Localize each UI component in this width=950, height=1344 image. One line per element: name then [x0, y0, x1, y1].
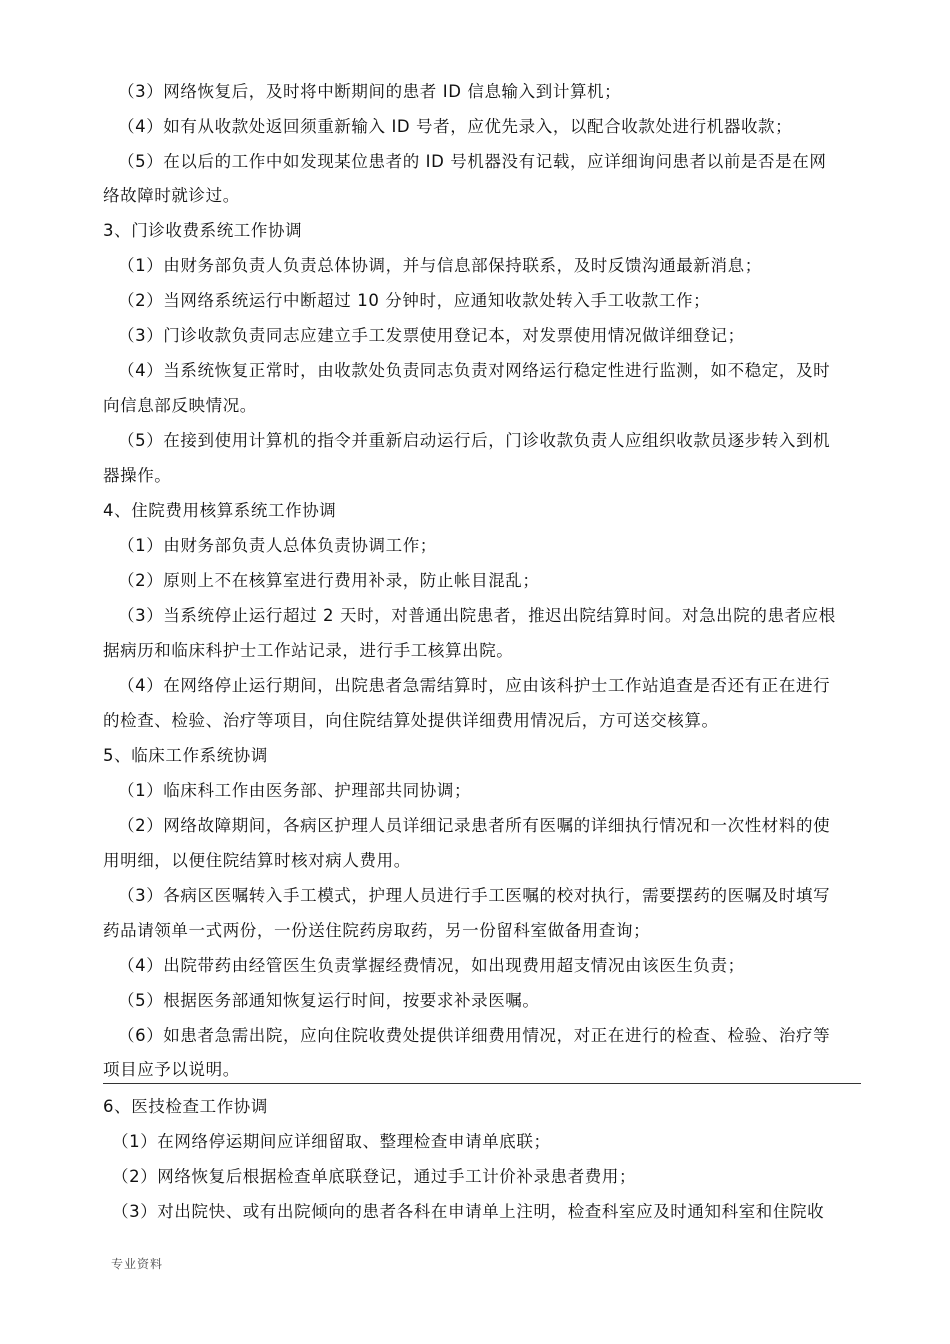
text-line: （5）根据医务部通知恢复运行时间，按要求补录医嘱。 [118, 991, 540, 1010]
text-line: 向信息部反映情况。 [103, 396, 257, 415]
text-line: （2）网络故障期间，各病区护理人员详细记录患者所有医嘱的详细执行情况和一次性材料的使 [118, 816, 831, 835]
text-line: （2）当网络系统运行中断超过 10 分钟时，应通知收款处转入手工收款工作； [118, 291, 711, 310]
text-line: 项目应予以说明。 [103, 1060, 240, 1079]
text-line: （3）对出院快、或有出院倾向的患者各科在申请单上注明，检查科室应及时通知科室和住院收 [112, 1202, 825, 1221]
text-line: 器操作。 [103, 466, 172, 485]
text-line: （1）在网络停运期间应详细留取、整理检查申请单底联； [112, 1132, 551, 1151]
text-line: 用明细，以便住院结算时核对病人费用。 [103, 851, 411, 870]
text-line: （3）门诊收款负责同志应建立手工发票使用登记本，对发票使用情况做详细登记； [118, 326, 745, 345]
text-line: （3）各病区医嘱转入手工模式，护理人员进行手工医嘱的校对执行，需要摆药的医嘱及时填写 [118, 886, 831, 905]
page-footer: 专业资料 [111, 1257, 164, 1271]
text-line: （5）在以后的工作中如发现某位患者的 ID 号机器没有记载，应详细询问患者以前是否是在网 [118, 152, 827, 171]
text-line: （3）当系统停止运行超过 2 天时，对普通出院患者，推迟出院结算时间。对急出院的患者应根 [118, 606, 836, 625]
text-line: （2）原则上不在核算室进行费用补录，防止帐目混乱； [118, 571, 540, 590]
section-heading-4: 4、住院费用核算系统工作协调 [103, 501, 337, 520]
text-line: 据病历和临床科护士工作站记录，进行手工核算出院。 [103, 641, 514, 660]
text-line: （1）由财务部负责人总体负责协调工作； [118, 536, 437, 555]
text-line: （4）当系统恢复正常时，由收款处负责同志负责对网络运行稳定性进行监测，如不稳定，及时 [118, 361, 831, 380]
text-line: （2）网络恢复后根据检查单底联登记，通过手工计价补录患者费用； [112, 1167, 637, 1186]
section-heading-3: 3、门诊收费系统工作协调 [103, 221, 303, 240]
text-line: （1）临床科工作由医务部、护理部共同协调； [118, 781, 472, 800]
text-line: 络故障时就诊过。 [103, 186, 240, 205]
section-heading-5: 5、临床工作系统协调 [103, 746, 268, 765]
text-line: （4）出院带药由经管医生负责掌握经费情况，如出现费用超支情况由该医生负责； [118, 956, 745, 975]
text-line: （4）如有从收款处返回须重新输入 ID 号者，应优先录入，以配合收款处进行机器收款； [118, 117, 793, 136]
text-line: 的检查、检验、治疗等项目，向住院结算处提供详细费用情况后，方可送交核算。 [103, 711, 719, 730]
text-line: （1）由财务部负责人负责总体协调，并与信息部保持联系，及时反馈沟通最新消息； [118, 256, 762, 275]
section-heading-6: 6、医技检查工作协调 [103, 1097, 268, 1116]
text-line: （6）如患者急需出院，应向住院收费处提供详细费用情况，对正在进行的检查、检验、治疗等 [118, 1026, 831, 1045]
text-line: （3）网络恢复后，及时将中断期间的患者 ID 信息输入到计算机； [118, 82, 622, 101]
text-line: （5）在接到使用计算机的指令并重新启动运行后，门诊收款负责人应组织收款员逐步转入到机 [118, 431, 831, 450]
horizontal-divider [103, 1083, 861, 1084]
text-line: （4）在网络停止运行期间，出院患者急需结算时，应由该科护士工作站追查是否还有正在进行 [118, 676, 831, 695]
text-line: 药品请领单一式两份，一份送住院药房取药，另一份留科室做备用查询； [103, 921, 651, 940]
